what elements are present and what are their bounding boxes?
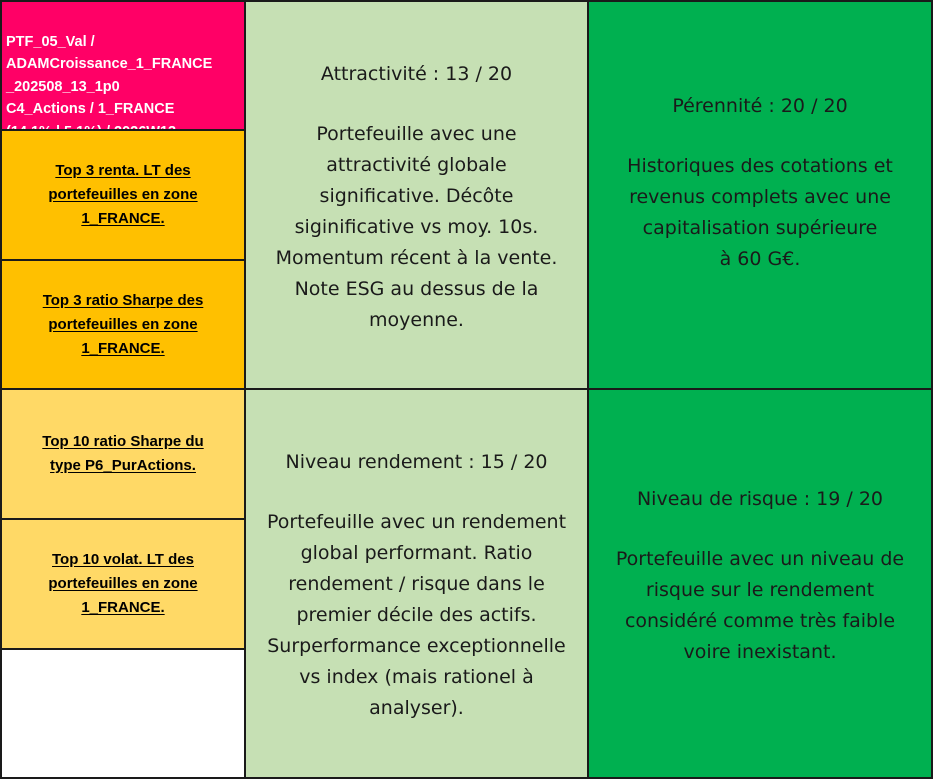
- rendement-desc: Portefeuille avec un rendement global performant. Ratio rendement / risque dans le premier décile des actifs. Surperformance exceptionnelle vs index (mais rationel à analyser).: [266, 511, 567, 719]
- rendement-title: Niveau rendement : 15 / 20: [285, 451, 548, 473]
- attractivite-desc: Portefeuille avec une attractivité globale significative. Décôte siginificative vs moy. 10s. Momentum récent à la vente. Note ESG au dessus de la moyenne.: [275, 122, 558, 331]
- risque-desc: Portefeuille avec un niveau de risque sur le rendement considéré comme très faible voire inexistant.: [615, 547, 905, 663]
- tag-top3-sharpe-label: Top 3 ratio Sharpe des portefeuilles en zone 1_FRANCE.: [42, 291, 204, 357]
- tag-top3-renta: [0, 129, 246, 261]
- risque-box: [587, 388, 933, 779]
- perennite-desc: Historiques des cotations et revenus complets avec une capitalisation supérieure à 60 G€.: [627, 155, 893, 270]
- rendement-box: [244, 388, 589, 779]
- perennite-box: [587, 0, 933, 390]
- attractivite-title: Attractivité : 13 / 20: [320, 62, 513, 85]
- empty-cell: [0, 648, 246, 779]
- tag-top10-volat: [0, 518, 246, 650]
- portfolio-header: [0, 0, 246, 131]
- risque-title: Niveau de risque : 19 / 20: [636, 487, 884, 510]
- tag-top10-sharpe: [0, 388, 246, 520]
- tag-top10-volat-label: Top 10 volat. LT des portefeuilles en zone 1_FRANCE.: [48, 551, 198, 616]
- tag-top10-sharpe-label: Top 10 ratio Sharpe du type P6_PurActions.: [42, 433, 204, 474]
- portfolio-header-text: PTF_05_Val / ADAMCroissance_1_FRANCE _202508_13_1p0 C4_Actions / 1_FRANCE: [6, 33, 213, 117]
- tag-top3-sharpe: [0, 259, 246, 390]
- tag-top3-renta-label: Top 3 renta. LT des portefeuilles en zone 1_FRANCE.: [48, 162, 198, 227]
- attractivite-box: [244, 0, 589, 390]
- perennite-title: Pérennité : 20 / 20: [672, 95, 848, 117]
